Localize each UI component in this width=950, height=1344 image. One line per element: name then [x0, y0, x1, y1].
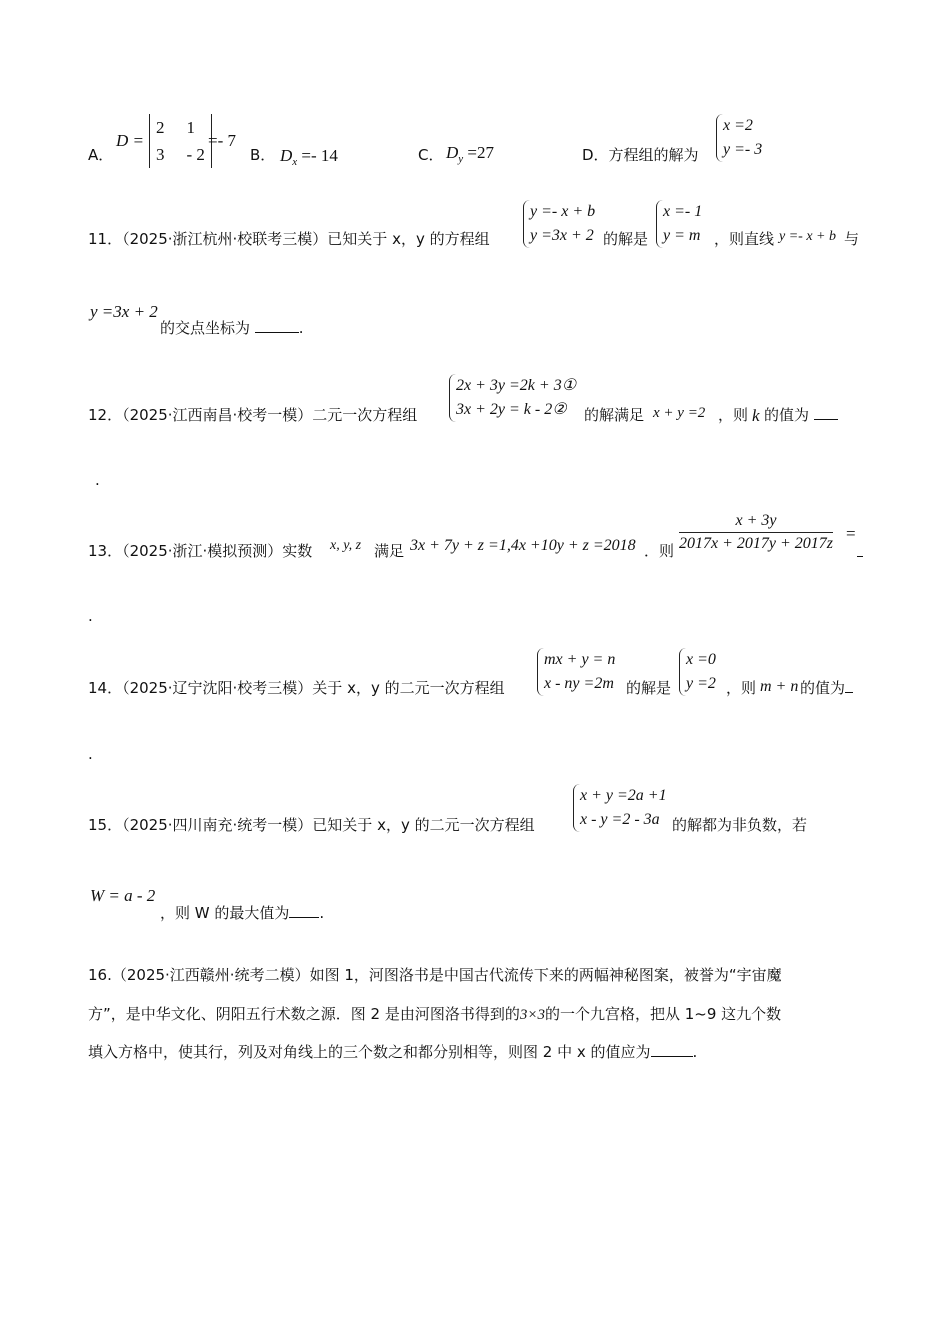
q11-prefix: 11．（2025·浙江杭州·校联考三模）已知关于 x，y 的方程组 — [88, 230, 490, 248]
q12-prefix: 12．（2025·江西南昌·校考一模）二元一次方程组 — [88, 406, 418, 424]
q15-mid: 的解都为非负数，若 — [672, 816, 808, 834]
q14-answer-blank[interactable] — [845, 678, 853, 693]
q14-expr: m + n — [760, 678, 799, 695]
q14-solution: x =0 y =2 — [679, 648, 716, 696]
q13-equations: 3x + 7y + z =1,4x +10y + z =2018 — [410, 537, 636, 554]
q11-answer-blank[interactable] — [255, 318, 299, 333]
q13-prefix: 13．（2025·浙江·模拟预测）实数 — [88, 542, 313, 560]
q15-answer-blank[interactable] — [289, 903, 319, 918]
q11-system: y =- x + b y =3x + 2 — [523, 200, 595, 248]
q13-answer-blank[interactable] — [857, 556, 863, 557]
q12-mid: 的解满足 — [584, 406, 645, 424]
q13-vars: x, y, z — [330, 538, 362, 553]
q12-suffix: ，则 — [718, 406, 749, 424]
q12-condition: x + y =2 — [653, 405, 706, 421]
q13-fraction: $\frac{x + 3y}{2017x + 2017y + 2017z}$ — [679, 512, 834, 552]
q13-equals: = — [846, 524, 856, 543]
option-d-label: D．方程组的解为 — [582, 146, 699, 164]
q13-suffix: ．则 — [644, 542, 675, 560]
q14-mid: 的解是 — [626, 679, 672, 697]
q12-system: 2x + 3y =2k + 3① 3x + 2y = k - 2② — [449, 374, 576, 422]
q11-line1: y =- x + b — [779, 229, 836, 244]
q13-end: . — [88, 607, 93, 625]
q11-line2: y =3x + 2 — [90, 302, 158, 321]
q11-suffix: ，则直线 — [714, 230, 775, 248]
q12-tail: 的值为 — [764, 405, 838, 425]
option-c-label: C． — [418, 146, 444, 164]
q16-grid-size: 3×3 — [519, 1007, 545, 1023]
q16-line3: 填入方格中，使其行，列及对角线上的三个数之和都分别相等，则图 2 中 x 的值应为 . — [88, 1043, 698, 1061]
q16-line2: 方”，是中华文化、阴阳五行术数之源．图 2 是由河图洛书得到的3×3的一个九宫格，把从 1~9 这九个数 — [88, 1005, 782, 1023]
q15-system: x + y =2a +1 x - y =2 - 3a — [573, 784, 667, 832]
option-b-expr: $D_x =- 14$ — [280, 146, 338, 168]
q14-end: . — [88, 745, 93, 763]
q11-tail: 的交点坐标为 . — [160, 319, 304, 337]
option-a-rhs: =- 7 — [208, 131, 236, 150]
q14-tail: 的值为 — [800, 678, 853, 698]
q11-mid: 的解是 — [603, 230, 649, 248]
q15-prefix: 15．（2025·四川南充·统考一模）已知关于 x，y 的二元一次方程组 — [88, 816, 535, 834]
q11-and: 与 — [844, 230, 860, 248]
option-b-label: B． — [250, 146, 276, 164]
option-a-label: A． — [88, 146, 114, 164]
q15-tail: ，则 W 的最大值为 . — [160, 904, 325, 922]
q12-end: . — [95, 471, 100, 489]
option-d-system: x =2 y =- 3 — [716, 114, 762, 162]
option-a-determinant: 2 1 3 - 2 — [149, 114, 212, 168]
q15-expr: W = a - 2 — [90, 886, 156, 905]
q11-solution: x =- 1 y = m — [656, 200, 702, 248]
q12-var: k — [752, 406, 760, 425]
option-c-expr: $D_y =27$ — [446, 143, 495, 165]
q14-suffix: ，则 — [726, 679, 757, 697]
q16-answer-blank[interactable] — [651, 1042, 693, 1057]
q14-prefix: 14．（2025·辽宁沈阳·校考三模）关于 x，y 的二元一次方程组 — [88, 679, 505, 697]
q14-system: mx + y = n x - ny =2m — [537, 648, 615, 696]
q13-mid: 满足 — [374, 542, 405, 560]
q12-answer-blank[interactable] — [814, 405, 838, 420]
option-a-lhs: D = — [116, 131, 144, 150]
q16-line1: 16.（2025·江西赣州·统考二模）如图 1，河图洛书是中国古代流传下来的两幅神秘图案，被誉为“宇宙魔 — [88, 966, 782, 984]
